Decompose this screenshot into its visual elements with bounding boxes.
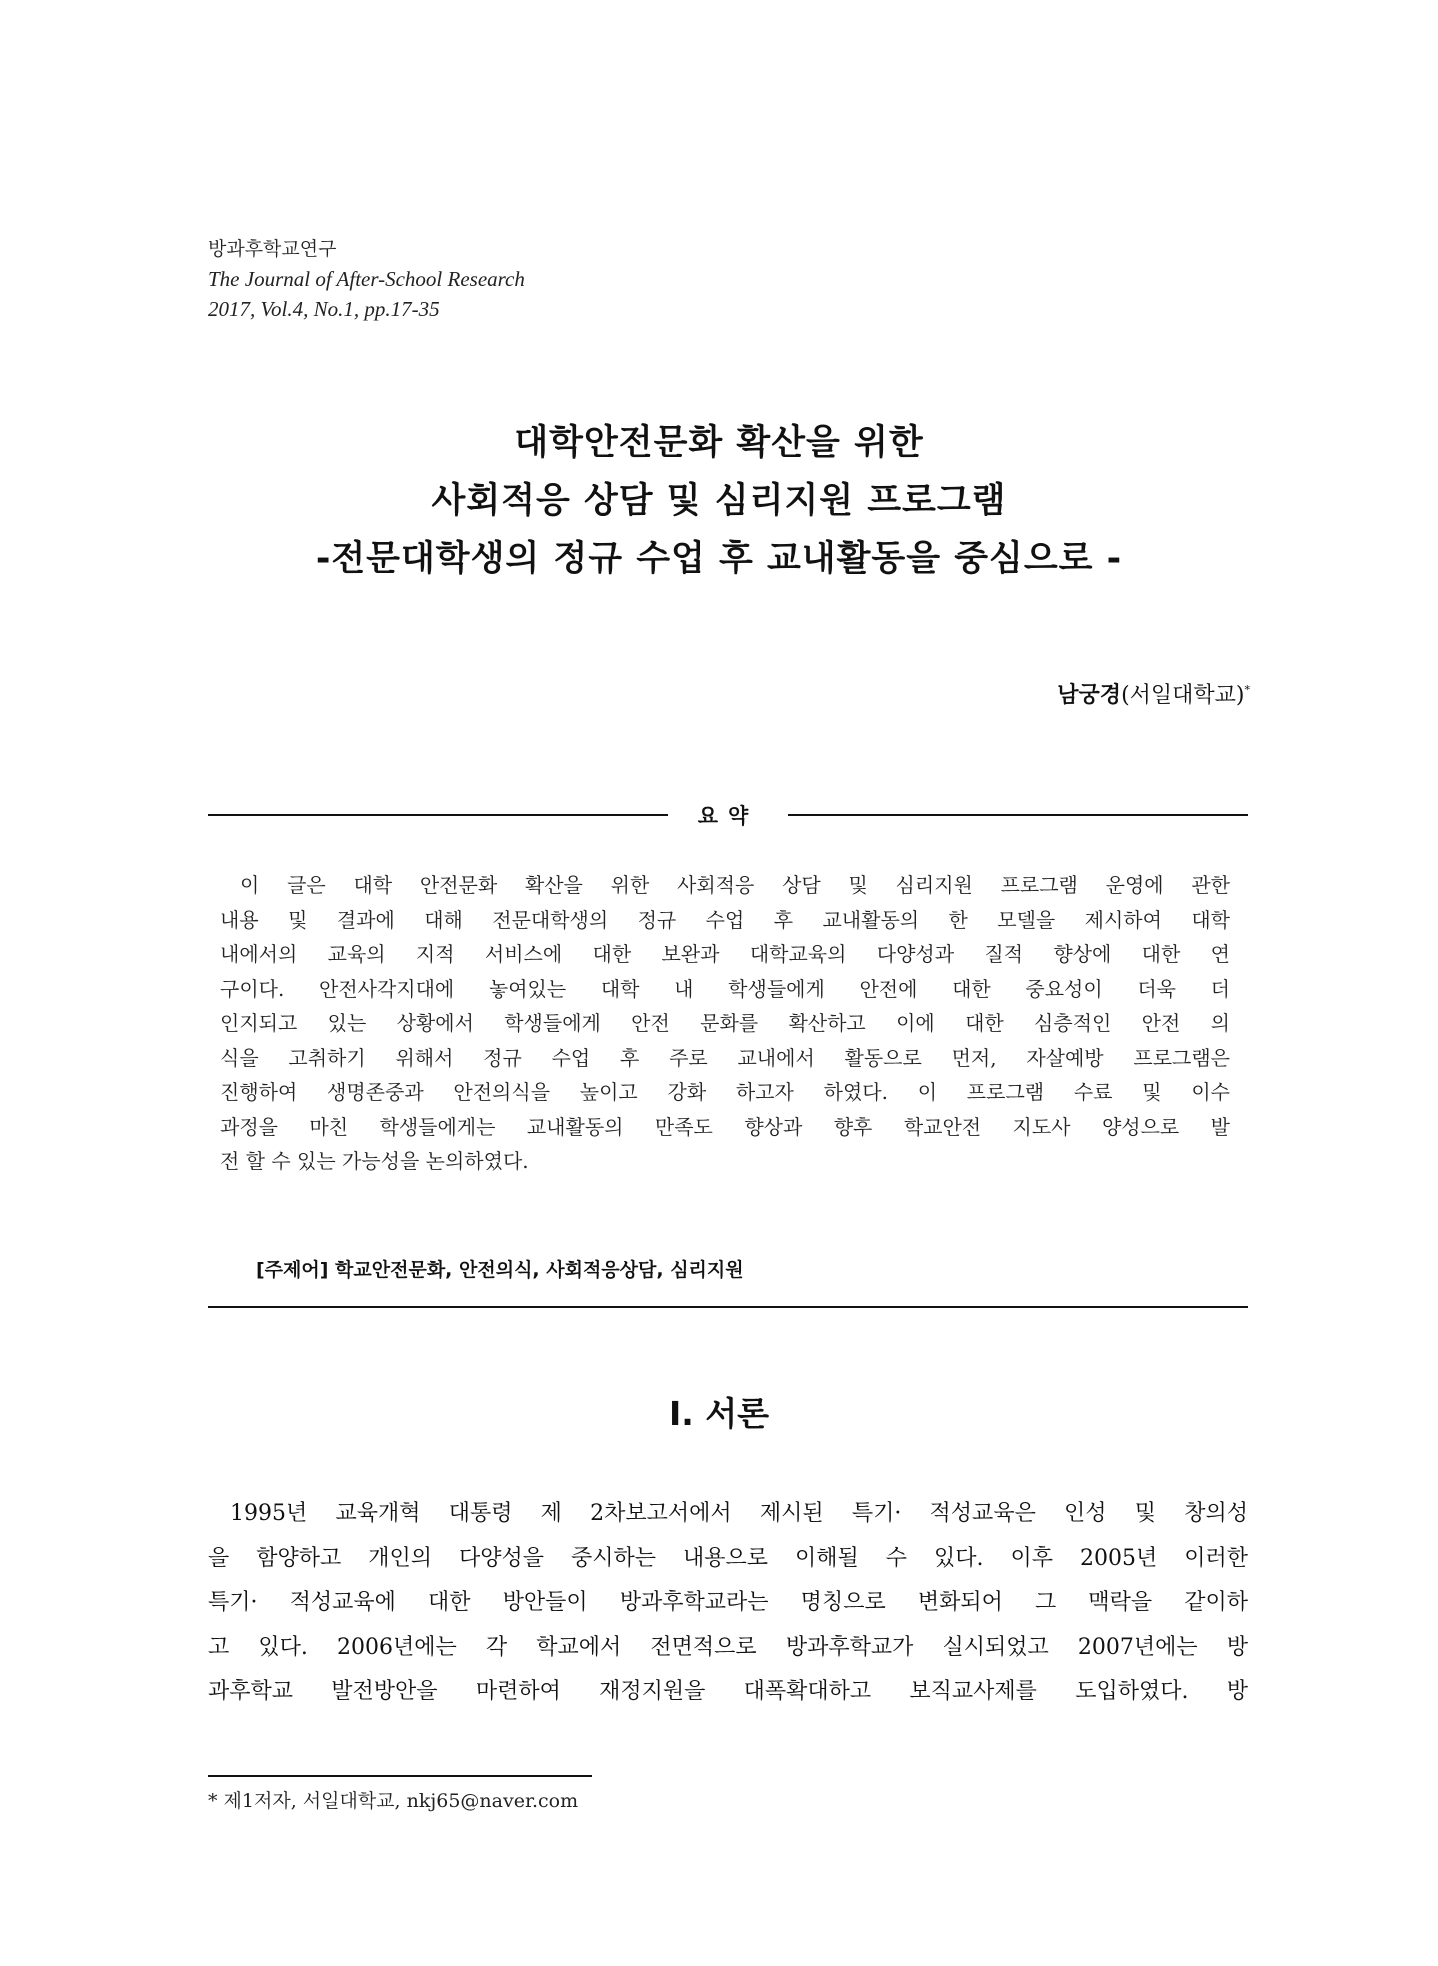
body-line: 을 함양하고 개인의 다양성을 중시하는 내용으로 이해될 수 있다. 이후 2005년 이러한 [208,1545,1248,1571]
author [1057,678,1250,709]
body-line: 1995년 교육개혁 대통령 제 2차보고서에서 제시된 특기· 적성교육은 인성 및 창의성 [230,1501,1248,1526]
journal-name-ko: 방과후학교연구 [208,238,337,260]
keywords: [주제어] 학교안전문화, 안전의식, 사회적응상담, 심리지원 [256,1259,744,1281]
abstract-heading [208,800,1248,830]
abstract-line: 전 할 수 있는 가능성을 논의하였다. [220,1149,529,1173]
author-name: 남궁경 [1057,683,1122,708]
abstract-line: 내용 및 결과에 대해 전문대학생의 정규 수업 후 교내활동의 한 모델을 제시하여 대학 [220,907,1230,932]
abstract-rule-right [788,814,1248,816]
body-text [208,1492,1248,1715]
abstract-line: 내에서의 교육의 지적 서비스에 대한 보완과 대학교육의 다양성과 질적 향상에 대한 연 [220,942,1230,966]
journal-info [208,234,525,324]
journal-name-en: The Journal of After-School Research [208,267,525,291]
abstract-line: 과정을 마친 학생들에게는 교내활동의 만족도 향상과 향후 학교안전 지도사 양성으로 발 [220,1114,1230,1139]
journal-issue: 2017, Vol.4, No.1, pp.17-35 [208,297,440,321]
title-line-3: -전문대학생의 정규 수업 후 교내활동을 중심으로 - [315,539,1123,579]
paper-title [0,414,1438,588]
author-affiliation: (서일대학교) [1121,683,1245,708]
abstract-line: 식을 고취하기 위해서 정규 수업 후 주로 교내에서 활동으로 먼저, 자살예방 프로그램은 [220,1045,1230,1070]
abstract-line: 인지되고 있는 상황에서 학생들에게 안전 문화를 확산하고 이에 대한 심층적인 안전 의 [220,1011,1230,1035]
author-footnote-mark: * [1244,683,1250,697]
title-line-2: 사회적응 상담 및 심리지원 프로그램 [431,481,1007,521]
title-line-1: 대학안전문화 확산을 위한 [514,423,924,463]
abstract-body [220,868,1230,1179]
section-heading: Ⅰ. 서론 [668,1394,770,1433]
body-line: 특기· 적성교육에 대한 방안들이 방과후학교라는 명칭으로 변화되어 그 맥락을 같이하 [208,1590,1248,1615]
body-line: 과후학교 발전방안을 마련하여 재정지원을 대폭확대하고 보직교사제를 도입하였다. 방 [208,1679,1248,1704]
abstract-line: 이 글은 대학 안전문화 확산을 위한 사회적응 상담 및 심리지원 프로그램 운영에 관한 [240,873,1230,897]
abstract-line: 구이다. 안전사각지대에 놓여있는 대학 내 학생들에게 안전에 대한 중요성이 더욱 더 [220,976,1230,1001]
footnote: * 제1저자, 서일대학교, nkj65@naver.com [208,1790,579,1812]
body-line: 고 있다. 2006년에는 각 학교에서 전면적으로 방과후학교가 실시되었고 2007년에는 방 [208,1634,1248,1660]
abstract-label: 요약 [697,804,759,828]
abstract-line: 진행하여 생명존중과 안전의식을 높이고 강화 하고자 하였다. 이 프로그램 수료 및 이수 [220,1080,1230,1104]
abstract-bottom-rule [208,1306,1248,1308]
footnote-rule [208,1775,592,1777]
